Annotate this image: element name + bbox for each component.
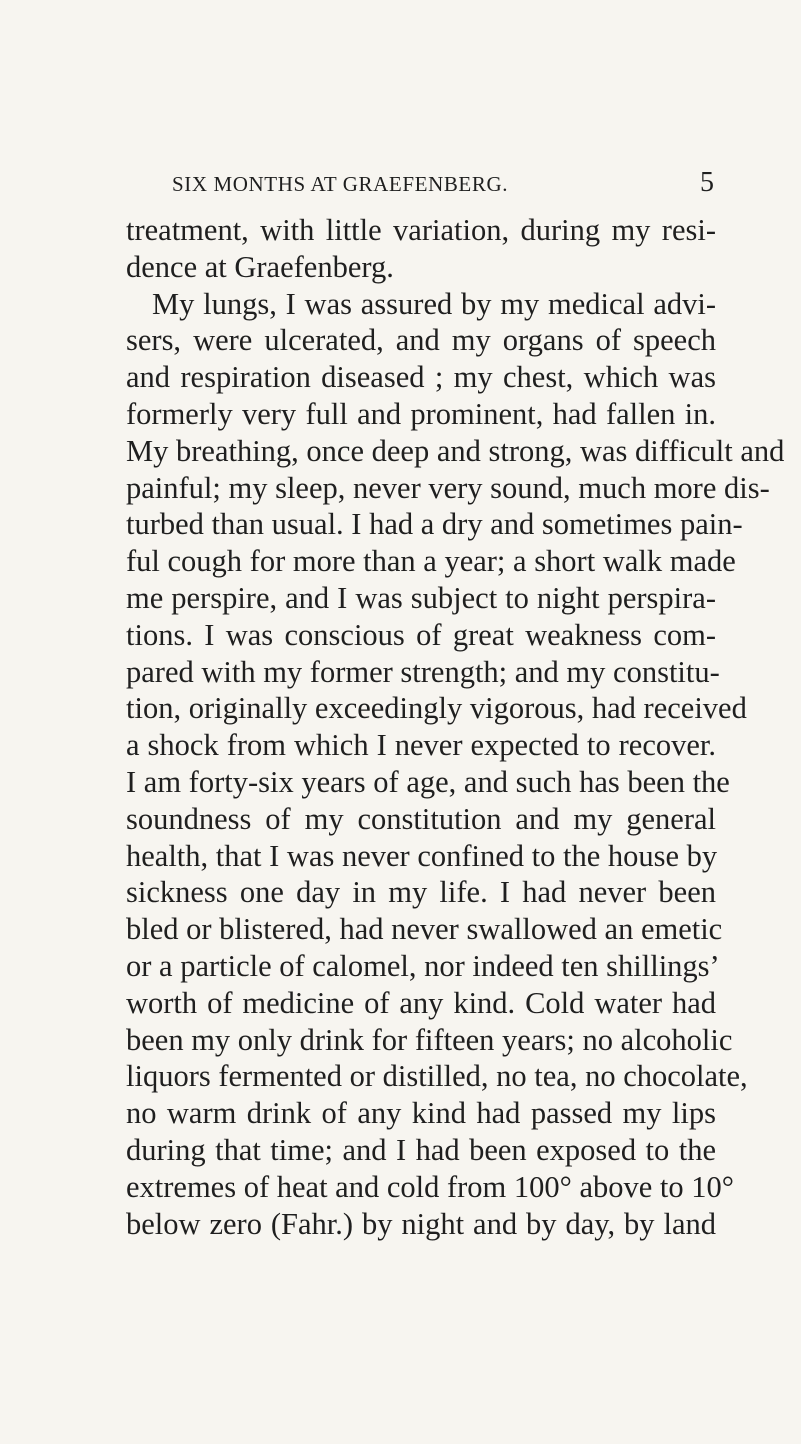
text-line: treatment, with little variation, during my resi- [126,213,716,247]
text-line: turbed than usual. I had a dry and sometimes pain- [126,507,743,542]
text-line: ful cough for more than a year; a short walk made [126,544,736,579]
running-head: SIX MONTHS AT GRAEFENBERG. [172,172,509,196]
body-text [126,212,785,1242]
text-line: during that time; and I had been exposed to the [126,1132,716,1167]
text-line: sickness one day in my life. I had never been [126,875,716,910]
text-line: My lungs, I was assured by my medical advi- [152,286,716,321]
text-line: a shock from which I never expected to recover. [126,728,716,763]
text-line: liquors fermented or distilled, no tea, no chocolate, [126,1059,748,1094]
text-line: formerly very full and prominent, had fallen in. [126,396,716,431]
text-line: and respiration diseased ; my chest, which was [126,360,716,395]
text-line: me perspire, and I was subject to night perspira- [126,580,716,615]
text-line: pared with my former strength; and my constitu- [126,654,720,689]
text-line: below zero (Fahr.) by night and by day, by land [126,1206,716,1241]
text-line: health, that I was never confined to the house by [126,838,718,873]
text-line: dence at Graefenberg. [126,249,394,284]
text-line: soundness of my constitution and my general [126,801,716,836]
page-number: 5 [700,167,714,198]
text-line: extremes of heat and cold from 100° above to 10° [126,1169,734,1204]
text-line: worth of medicine of any kind. Cold water had [126,985,716,1020]
text-line: been my only drink for fifteen years; no alcoholic [126,1022,733,1057]
text-line: tions. I was conscious of great weakness com- [126,617,716,652]
text-line: tion, originally exceedingly vigorous, had received [126,691,747,726]
text-line: I am forty-six years of age, and such has been the [126,764,730,799]
text-line: no warm drink of any kind had passed my lips [126,1096,716,1131]
text-line: or a particle of calomel, nor indeed ten shillings’ [126,948,720,983]
text-line: sers, were ulcerated, and my organs of speech [126,323,716,358]
text-line: My breathing, once deep and strong, was difficult and [126,433,785,468]
text-line: bled or blistered, had never swallowed an emetic [126,912,723,947]
text-line: painful; my sleep, never very sound, much more dis- [126,470,770,505]
